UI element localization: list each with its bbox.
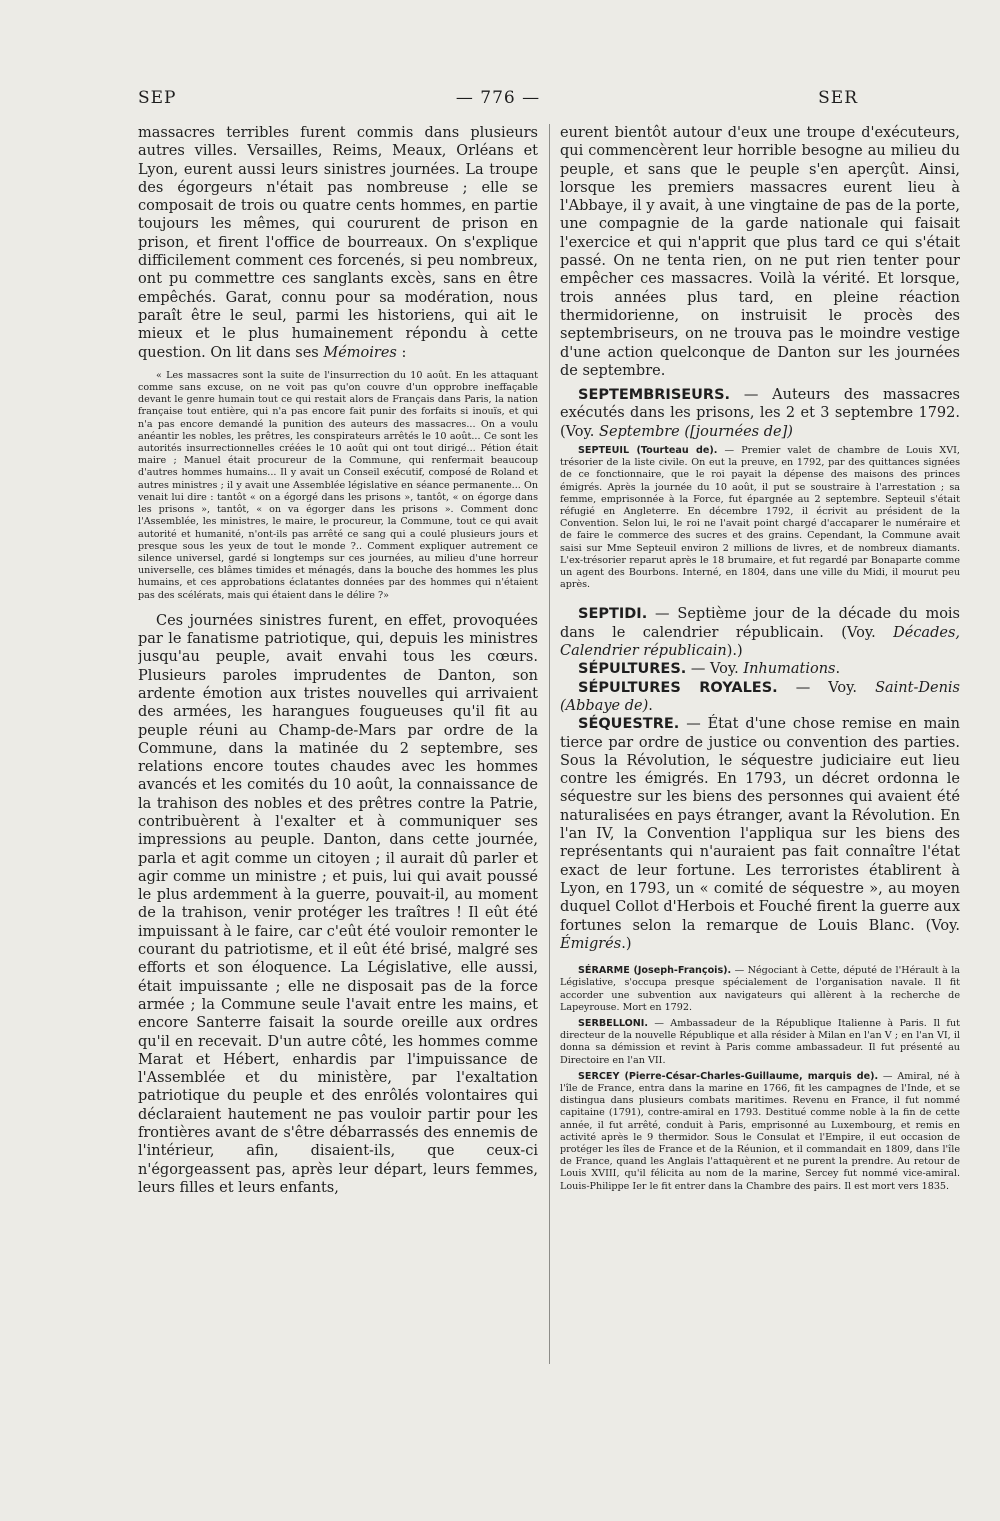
entry-serarme [560,965,960,1014]
entry-sequestre-ref: Émigrés [560,935,622,952]
left-paragraph-1-text: massacres terribles furent commis dans plusieurs autres villes. Versailles, Reims, Meaux, Orléans et Lyon, eurent aussi leurs sinistres journées. La troupe des égorgeurs n'était pas nombreuse ; elle se composait de trois ou quatre cents hommes, en partie toujours les mêmes, qui coururent de prison en prison, et firent l'office de bourreaux. On s'explique difficilement comment ces forcenés, si peu nombreux, ont pu commettre ces sanglants excès, sans en être empêchés. Garat, connu pour sa modération, nous paraît être le seul, parmi les historiens, qui ait le mieux et le plus humainement répondu à cette question. On lit dans ses [138,125,538,361]
entry-sequestre-end: .) [621,935,632,952]
entry-serbelloni-text: — Ambassadeur de la République Italienne à Paris. Il fut directeur de la nouvelle République et alla résider à Milan en l'an V ; en l'an VI, il donna sa démission et revint à Paris comme ambassadeur. Il fut présenté au Directoire en l'an VII. [560,1017,960,1066]
running-header [138,88,858,112]
headword-sercey: SERCEY (Pierre-César-Charles-Guillaume, marquis de). [578,1070,879,1082]
entry-sepultures [560,660,960,678]
entry-sepultures-text: — Voy. [686,661,744,678]
header-right-keyword: SER [818,88,858,108]
left-paragraph-1 [138,124,538,362]
entry-septidi [560,605,960,660]
left-column [138,124,538,1364]
headword-serbelloni: SERBELLONI. [578,1017,648,1029]
entry-serbelloni [560,1018,960,1067]
entry-sercey-text: — Amiral, né à l'île de France, entra dans la marine en 1766, fit les campagnes de l'Inde, et se distingua dans plusieurs combats maritimes. Revenu en France, il fut nommé capitaine (1791), contre-amiral en 1793. Destitué comme noble à la fin de cette année, il fut arrêté, conduit à Paris, emprisonné au Luxembourg, et remis en activité après le 9 thermidor. Sous le Consulat et l'Empire, il eut occasion de protéger les îles de France et de la Réunion, et il commandait en 1809, dans l'île de France, quand les Anglais l'attaquèrent et ne purent la prendre. Au retour de Louis XVIII, qu'il félicita au nom de la marine, Sercey fut nommé vice-amiral. Louis-Philippe Ier le fit entrer dans la Chambre des pairs. Il est mort vers 1835. [560,1070,960,1192]
entry-septembriseurs-text: — Auteurs des massacres exécutés dans les prisons, les 2 et 3 septembre 1792. (Voy. [560,387,960,440]
entry-sepultures-ref: Inhumations [743,661,836,678]
left-paragraph-2: Ces journées sinistres furent, en effet, provoquées par le fanatisme patriotique, qui, depuis les ministres jusqu'au peuple, avait envahi tous les cœurs. Plusieurs paroles imprudentes de Danton, son ardente émotion aux tristes nouvelles qui arrivaient des armées, les harangues fougueuses qu'il fit au peuple réuni au Champ-de-Mars par ordre de la Commune, dans la matinée du 2 septembre, ses relations encore toutes chaudes avec les hommes avancés et les comités du 10 août, la connaissance de la trahison des nobles et des prêtres contre la Patrie, contribuèrent à l'exalter et à communiquer ses impressions au peuple. Danton, dans cette journée, parla et agit comme un citoyen ; il aurait dû parler et agir comme un ministre ; et puis, lui qui avait poussé le plus ardemment à la guerre, pouvait-il, au moment de la trahison, venir protéger les traîtres ! Il eût été impuissant à le faire, car c'eût été vouloir remonter le courant du patriotisme, et il eût été brisé, malgré ses efforts et son éloquence. La Législative, elle aussi, était impuissante ; elle ne disposait pas de la force armée ; la Commune seule l'avait entre les mains, et encore Santerre faisait la sourde oreille aux ordres qu'il en recevait. D'un autre côté, les hommes comme Marat et Hébert, enhardis par l'impuissance de l'Assemblée et du ministère, par l'exaltation patriotique du peuple et des enrôlés volontaires qui déclaraient hautement ne pas vouloir partir pour les frontières avant de s'être débarrassés des ennemis de l'intérieur, afin, disaient-ils, que ceux-ci n'égorgeassent pas, après leur départ, leurs femmes, leurs filles et leurs enfants, [138,612,538,1196]
garat-quotation: « Les massacres sont la suite de l'insurrection du 10 août. En les attaquant comme sans excuse, on ne voit pas qu'on couvre d'un opprobre ineffaçable devant le genre humain tout ce qui restait alors de Français dans Paris, la nation française tout entière, qui n'a pas encore fait punir des forfaits si inouïs, et qui n'a pas encore demandé la punition des auteurs des massacres... On a voulu anéantir les nobles, les prêtres, les conspirateurs arrêtés le 10 août... Ce sont les autorités insurrectionnelles créées le 10 août qui ont tout dirigé... Pétion était maire ; Manuel était procureur de la Commune, qui renfermait beaucoup d'autres hommes humains... Il y avait un Conseil exécutif, composé de Roland et autres ministres ; il y avait une Assemblée législative en séance permanente... On venait lui dire : tantôt « on a égorgé dans les prisons », tantôt, « on égorge dans les prisons », tantôt, « on va égorger dans les prisons ». Comment donc l'Assemblée, les ministres, le maire, le procureur, la Commune, tout ce qui avait autorité et humanité, n'ont-ils pas arrêté ce sang qui a coulé plusieurs jours et presque sous les yeux de tout le monde ?.. Comment expliquer autrement ce silence universel, gardé si longtemps sur ces journées, au milieu d'une horreur universelle, ces blâmes timides et ménagés, dans la bouche des hommes les plus humains, et ces approbations éclatantes données par des hommes qui n'étaient pas des scélérats, mais qui étaient dans le délire ?» [138,369,538,601]
memoires-title: Mémoires [323,344,397,361]
entry-sequestre [560,715,960,953]
right-column [560,124,960,1364]
page-number: — 776 — [455,88,541,108]
headword-sequestre: SÉQUESTRE. [578,716,680,733]
entry-sequestre-text: — État d'une chose remise en main tierce par ordre de justice ou convention des parties. Sous la Révolution, le séquestre judiciaire eut lieu contre les émigrés. En 1793, un décret ordonna le séquestre sur les biens des personnes qui avaient été naturalisées en pays étranger, avant la Révolution. En l'an IV, la Convention l'appliqua sur les biens des représentants qui n'auraient pas fait connaître l'état exact de leur fortune. Les terroristes établirent à Lyon, en 1793, un « comité de séquestre », au moyen duquel Collot d'Herbois et Fouché firent la guerre aux fortunes selon la remarque de Louis Blanc. (Voy. [560,716,960,934]
headword-sepultures-royales: SÉPULTURES ROYALES. [578,679,778,696]
headword-septeuil: SEPTEUIL (Tourteau de). [578,445,718,457]
headword-serarme: SÉRARME (Joseph-François). [578,965,732,977]
left-paragraph-1-end: : [396,344,407,361]
headword-septembriseurs: SEPTEMBRISEURS. [578,387,731,404]
entry-sepultures-royales-text: — Voy. [777,679,876,696]
right-paragraph-1: eurent bientôt autour d'eux une troupe d'exécuteurs, qui commencèrent leur horrible besogne au milieu du peuple, et sans que le peuple s'en aperçût. Ainsi, lorsque les premiers massacres eurent lieu à l'Abbaye, il y avait, à une vingtaine de pas de la porte, une compagnie de la garde nationale qui faisait l'exercice et qui n'apprit que plus tard ce qui s'était passé. On ne tenta rien, on ne put rien tenter pour empêcher ces massacres. Voilà la vérité. Et lorsque, trois années plus tard, en pleine réaction thermidorienne, on instruisit le procès des septembriseurs, on ne trouva pas le moindre vestige d'une action quelconque de Danton sur les journées de septembre. [560,125,960,379]
entry-septidi-text: — Septième jour de la décade du mois dans le calendrier républicain. (Voy. [560,606,960,641]
entry-sepultures-end: . [835,661,841,678]
entry-septembriseurs-ref: Septembre ([journées de]) [599,423,793,440]
entry-sepultures-royales-ref: Saint-Denis (Abbaye de) [560,679,960,714]
entry-sepultures-royales-end: . [648,697,653,714]
entry-sercey [560,1071,960,1193]
entry-septembriseurs [560,386,960,441]
headword-sepultures: SÉPULTURES. [578,661,687,678]
entry-septidi-end: ).) [726,643,743,660]
headword-septidi: SEPTIDI. [578,606,648,623]
entry-septeuil-text: — Premier valet de chambre de Louis XVI, trésorier de la liste civile. On eut la preuve, en 1792, par des quittances signées de ce fonctionnaire, que le roi payait la dépense des maisons des princes émigrés. Après la journée du 10 août, il put se soustraire à l'arrestation ; sa femme, emprisonnée à la Force, fut épargnée au 2 septembre. Septeuil s'était réfugié en Angleterre. En décembre 1792, il écrivit au président de la Convention. Selon lui, le roi ne l'avait point chargé d'accaparer le numéraire et de faire le commerce des sucres et des grains. Cependant, la Commune avait saisi sur Mme Septeuil environ 2 millions de livres, et de nombreux diamants. L'ex-trésorier reparut après le 18 brumaire, et fut regardé par Bonaparte comme un agent des Bourbons. Interné, en 1804, dans une ville du Midi, il mourut peu après. [560,445,960,591]
entry-serarme-text: — Négociant à Cette, député de l'Hérault à la Législative, s'occupa presque spécialement de l'organisation navale. Il fit accorder une subvention aux navigateurs qui allèrent à la recherche de Lapeyrouse. Mort en 1792. [560,965,960,1013]
entry-septeuil [560,445,960,591]
column-divider [549,124,550,1364]
entry-sepultures-royales [560,679,960,716]
entry-septidi-ref: Décades, Calendrier républicain [560,624,960,660]
header-left-keyword: SEP [138,88,177,108]
